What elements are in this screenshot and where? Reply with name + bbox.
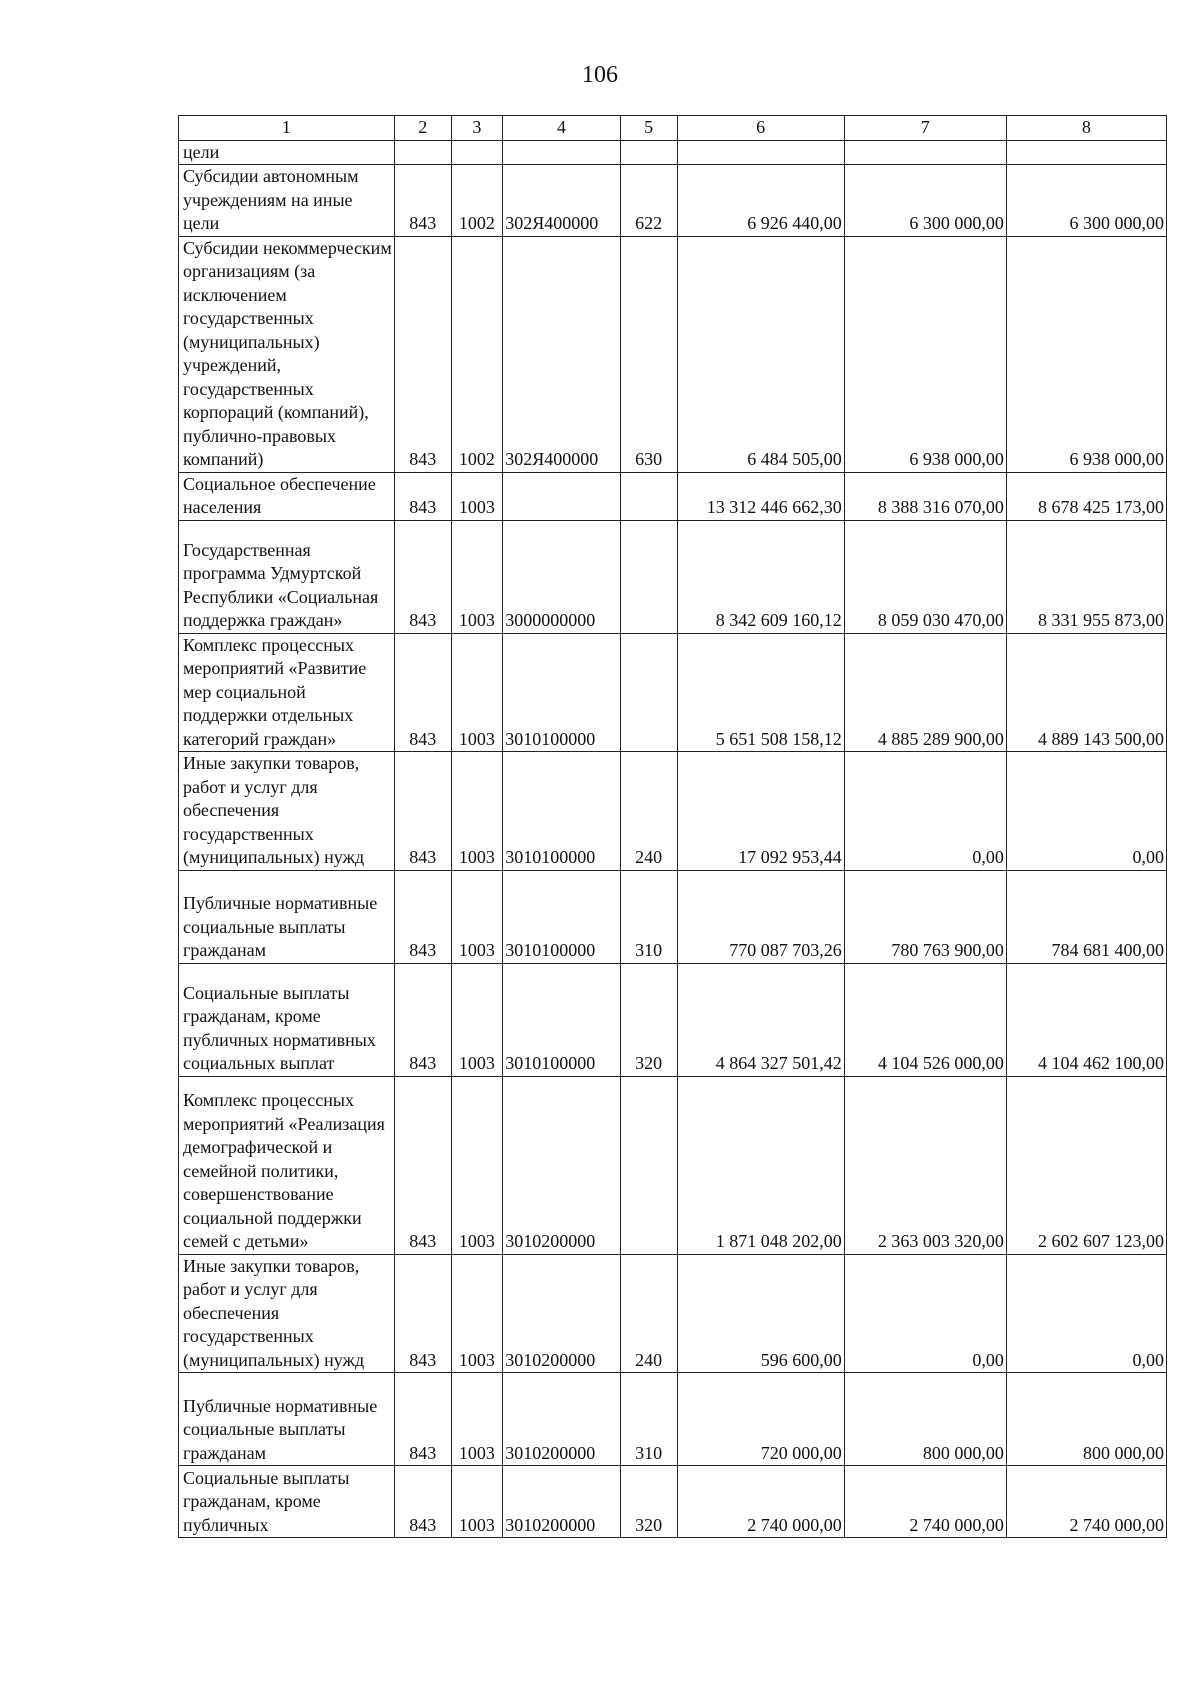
row-value-cell — [844, 140, 1006, 165]
table-row — [179, 633, 1167, 752]
row-name-cell: Субсидии некоммерческим организациям (за исключением государственных (муниципальных) учреждений, государственных корпораций (компаний), публично-правовых компаний) — [179, 236, 395, 472]
row-value-cell: 1003 — [451, 472, 503, 520]
row-value-cell: 770 087 703,26 — [677, 870, 844, 963]
row-value-cell: 8 059 030 470,00 — [844, 520, 1006, 633]
row-value-cell: 843 — [394, 1466, 451, 1538]
column-header: 5 — [620, 116, 677, 141]
row-value-cell: 302Я400000 — [503, 236, 621, 472]
table-row — [179, 236, 1167, 472]
row-value-cell: 1003 — [451, 1373, 503, 1466]
row-value-cell: 0,00 — [1006, 752, 1166, 871]
row-value-cell — [394, 140, 451, 165]
row-value-cell: 1003 — [451, 870, 503, 963]
row-value-cell: 843 — [394, 752, 451, 871]
row-value-cell: 2 740 000,00 — [844, 1466, 1006, 1538]
row-value-cell: 1003 — [451, 1254, 503, 1373]
column-header: 6 — [677, 116, 844, 141]
row-name-cell: Государственная программа Удмуртской Республики «Социальная поддержка граждан» — [179, 520, 395, 633]
row-value-cell: 0,00 — [1006, 1254, 1166, 1373]
row-value-cell — [620, 633, 677, 752]
row-name-cell: Публичные нормативные социальные выплаты гражданам — [179, 1373, 395, 1466]
budget-table — [178, 115, 1167, 1538]
row-value-cell: 800 000,00 — [844, 1373, 1006, 1466]
row-value-cell: 6 938 000,00 — [844, 236, 1006, 472]
row-value-cell: 320 — [620, 963, 677, 1076]
row-value-cell: 843 — [394, 165, 451, 237]
row-value-cell — [620, 520, 677, 633]
row-value-cell: 1003 — [451, 520, 503, 633]
row-name-cell: Комплекс процессных мероприятий «Реализация демографической и семейной политики, совершенствование социальной поддержки семей с детьми» — [179, 1076, 395, 1254]
row-value-cell: 1003 — [451, 752, 503, 871]
row-value-cell: 6 300 000,00 — [1006, 165, 1166, 237]
row-value-cell: 630 — [620, 236, 677, 472]
row-value-cell: 596 600,00 — [677, 1254, 844, 1373]
row-value-cell: 1003 — [451, 1076, 503, 1254]
row-value-cell: 310 — [620, 870, 677, 963]
row-value-cell — [503, 472, 621, 520]
row-value-cell: 843 — [394, 472, 451, 520]
row-value-cell: 13 312 446 662,30 — [677, 472, 844, 520]
row-value-cell: 240 — [620, 752, 677, 871]
row-value-cell: 843 — [394, 633, 451, 752]
row-value-cell: 843 — [394, 963, 451, 1076]
row-value-cell: 8 342 609 160,12 — [677, 520, 844, 633]
row-value-cell: 2 363 003 320,00 — [844, 1076, 1006, 1254]
row-value-cell: 1 871 048 202,00 — [677, 1076, 844, 1254]
row-value-cell: 1003 — [451, 963, 503, 1076]
row-name-cell: Социальные выплаты гражданам, кроме публичных нормативных социальных выплат — [179, 963, 395, 1076]
row-value-cell: 780 763 900,00 — [844, 870, 1006, 963]
row-value-cell: 784 681 400,00 — [1006, 870, 1166, 963]
row-value-cell — [1006, 140, 1166, 165]
row-value-cell: 2 602 607 123,00 — [1006, 1076, 1166, 1254]
row-name-cell: Социальные выплаты гражданам, кроме публичных — [179, 1466, 395, 1538]
column-header: 4 — [503, 116, 621, 141]
row-value-cell: 4 104 526 000,00 — [844, 963, 1006, 1076]
row-value-cell: 3010200000 — [503, 1373, 621, 1466]
row-value-cell — [451, 140, 503, 165]
row-value-cell: 1002 — [451, 236, 503, 472]
row-value-cell: 3010100000 — [503, 963, 621, 1076]
row-value-cell: 843 — [394, 1373, 451, 1466]
column-header: 2 — [394, 116, 451, 141]
row-name-cell: Комплекс процессных мероприятий «Развитие мер социальной поддержки отдельных категорий граждан» — [179, 633, 395, 752]
row-value-cell: 2 740 000,00 — [677, 1466, 844, 1538]
row-value-cell: 4 885 289 900,00 — [844, 633, 1006, 752]
row-value-cell: 1003 — [451, 1466, 503, 1538]
row-value-cell: 6 938 000,00 — [1006, 236, 1166, 472]
table-row — [179, 520, 1167, 633]
table-row — [179, 1466, 1167, 1538]
row-value-cell: 622 — [620, 165, 677, 237]
table-row — [179, 165, 1167, 237]
row-value-cell: 6 926 440,00 — [677, 165, 844, 237]
row-value-cell: 3010200000 — [503, 1466, 621, 1538]
row-value-cell: 0,00 — [844, 1254, 1006, 1373]
row-value-cell: 240 — [620, 1254, 677, 1373]
row-value-cell: 1003 — [451, 633, 503, 752]
table-row — [179, 870, 1167, 963]
row-value-cell: 800 000,00 — [1006, 1373, 1166, 1466]
row-value-cell: 4 864 327 501,42 — [677, 963, 844, 1076]
row-value-cell: 843 — [394, 520, 451, 633]
row-value-cell: 1002 — [451, 165, 503, 237]
table-row — [179, 1373, 1167, 1466]
column-number-row — [179, 116, 1167, 141]
row-value-cell — [620, 1076, 677, 1254]
row-name-cell: Иные закупки товаров, работ и услуг для обеспечения государственных (муниципальных) нужд — [179, 752, 395, 871]
row-value-cell — [620, 472, 677, 520]
row-name-cell: Публичные нормативные социальные выплаты гражданам — [179, 870, 395, 963]
row-value-cell: 6 484 505,00 — [677, 236, 844, 472]
column-header: 3 — [451, 116, 503, 141]
column-header: 7 — [844, 116, 1006, 141]
row-value-cell: 2 740 000,00 — [1006, 1466, 1166, 1538]
column-header: 1 — [179, 116, 395, 141]
table-row — [179, 140, 1167, 165]
table-row — [179, 963, 1167, 1076]
row-value-cell: 843 — [394, 236, 451, 472]
row-value-cell: 8 331 955 873,00 — [1006, 520, 1166, 633]
row-value-cell: 843 — [394, 1076, 451, 1254]
row-value-cell: 5 651 508 158,12 — [677, 633, 844, 752]
row-value-cell: 6 300 000,00 — [844, 165, 1006, 237]
row-value-cell: 320 — [620, 1466, 677, 1538]
row-value-cell: 3010200000 — [503, 1254, 621, 1373]
table-row — [179, 752, 1167, 871]
row-value-cell: 0,00 — [844, 752, 1006, 871]
row-value-cell: 3010100000 — [503, 752, 621, 871]
row-value-cell: 3000000000 — [503, 520, 621, 633]
row-value-cell: 3010100000 — [503, 633, 621, 752]
row-value-cell: 8 678 425 173,00 — [1006, 472, 1166, 520]
column-header: 8 — [1006, 116, 1166, 141]
row-name-cell: Иные закупки товаров, работ и услуг для обеспечения государственных (муниципальных) нужд — [179, 1254, 395, 1373]
row-value-cell: 843 — [394, 1254, 451, 1373]
table-row — [179, 1076, 1167, 1254]
row-value-cell: 720 000,00 — [677, 1373, 844, 1466]
table-row — [179, 1254, 1167, 1373]
row-value-cell: 4 889 143 500,00 — [1006, 633, 1166, 752]
row-name-cell: Субсидии автономным учреждениям на иные цели — [179, 165, 395, 237]
row-name-cell: цели — [179, 140, 395, 165]
row-value-cell: 302Я400000 — [503, 165, 621, 237]
row-value-cell — [503, 140, 621, 165]
row-value-cell: 17 092 953,44 — [677, 752, 844, 871]
row-value-cell: 8 388 316 070,00 — [844, 472, 1006, 520]
row-value-cell: 3010100000 — [503, 870, 621, 963]
row-value-cell: 310 — [620, 1373, 677, 1466]
table-row — [179, 472, 1167, 520]
row-value-cell: 4 104 462 100,00 — [1006, 963, 1166, 1076]
page-number: 106 — [582, 62, 618, 88]
row-name-cell: Социальное обеспечение населения — [179, 472, 395, 520]
row-value-cell — [620, 140, 677, 165]
row-value-cell — [677, 140, 844, 165]
row-value-cell: 843 — [394, 870, 451, 963]
row-value-cell: 3010200000 — [503, 1076, 621, 1254]
